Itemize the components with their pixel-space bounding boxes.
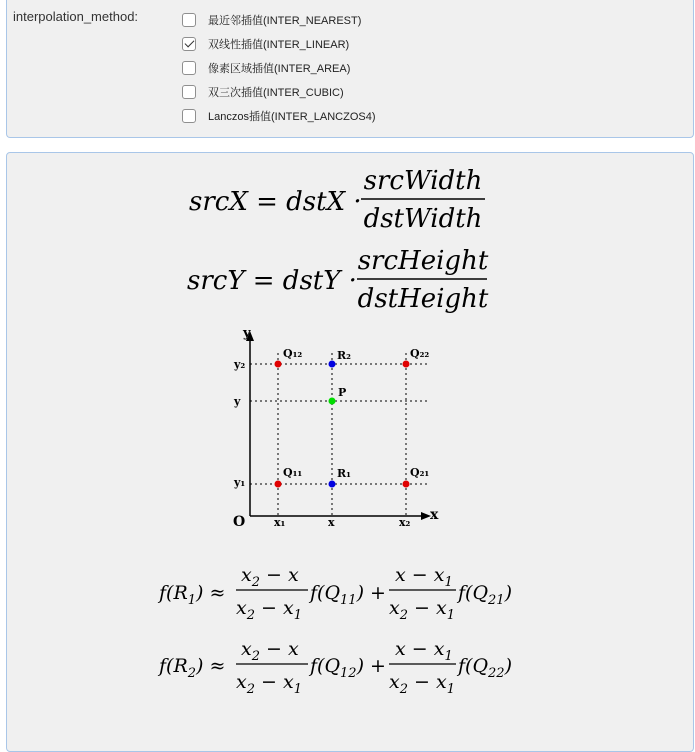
formula-panel bbox=[6, 152, 694, 752]
option-label: 双线性插值(INTER_LINEAR) bbox=[208, 39, 350, 51]
svg-text:f(R2) ≈: $f(R_2)$ ≈ bbox=[159, 655, 226, 681]
tick-x: x bbox=[328, 516, 335, 529]
option-label: 双三次插值(INTER_CUBIC) bbox=[208, 87, 344, 99]
option-inter-area[interactable] bbox=[182, 59, 350, 77]
checkbox-inter-linear[interactable] bbox=[182, 37, 196, 51]
svg-text:f(Q11) +: $f(Q_{11})$ + bbox=[310, 582, 386, 608]
tick-y1: y₁ bbox=[234, 476, 246, 489]
formula-f-r2 bbox=[157, 638, 512, 697]
point-q21 bbox=[403, 481, 410, 488]
option-label: 最近邻插值(INTER_NEAREST) bbox=[208, 15, 362, 27]
svg-text:f(Q21): $f(Q_{21})$ bbox=[458, 582, 512, 608]
option-inter-cubic[interactable] bbox=[182, 83, 344, 101]
bilinear-diagram bbox=[233, 326, 439, 530]
svg-text:x2 − x1: $x_2 - x_1$ bbox=[389, 671, 455, 697]
label-r1: R₁ bbox=[337, 467, 351, 480]
x-axis-label: x bbox=[430, 507, 439, 523]
svg-text:x2 − x1: $x_2 - x_1$ bbox=[389, 597, 455, 623]
formula-srcy-denominator: dstHeight bbox=[357, 284, 489, 314]
point-q12 bbox=[275, 361, 282, 368]
point-p bbox=[329, 398, 336, 405]
formula-srcx-denominator: dstWidth bbox=[363, 204, 483, 234]
formula-srcy bbox=[187, 246, 489, 314]
formula-srcy-numerator: srcHeight bbox=[357, 246, 489, 276]
svg-text:x − x1: $x - x_1$ bbox=[395, 638, 453, 664]
formula-srcx bbox=[189, 166, 485, 234]
checkbox-inter-nearest[interactable] bbox=[182, 13, 196, 27]
svg-text:x2 − x: $x_2 - x$ bbox=[241, 638, 299, 664]
svg-text:x2 − x1: $x_2 - x_1$ bbox=[236, 597, 302, 623]
label-q22: Q₂₂ bbox=[410, 347, 430, 360]
option-label: 像素区域插值(INTER_AREA) bbox=[208, 63, 351, 75]
tick-y2: y₂ bbox=[234, 358, 246, 371]
interpolation-method-panel bbox=[6, 0, 694, 138]
label-q12: Q₁₂ bbox=[283, 347, 303, 360]
label-p: P bbox=[338, 386, 347, 399]
origin-label: O bbox=[233, 514, 246, 530]
point-r1 bbox=[329, 481, 336, 488]
svg-text:f(Q22): $f(Q_{22})$ bbox=[458, 655, 512, 681]
checkbox-inter-lanczos4[interactable] bbox=[182, 109, 196, 123]
interpolation-method-label: interpolation_method: bbox=[13, 9, 139, 24]
svg-text:x − x1: $x - x_1$ bbox=[395, 564, 453, 590]
label-r2: R₂ bbox=[337, 349, 351, 362]
formula-srcy-lhs: srcY = dstY · bbox=[187, 266, 357, 296]
option-inter-lanczos4[interactable] bbox=[182, 107, 376, 125]
svg-text:x2 − x: $x_2 - x$ bbox=[241, 564, 299, 590]
tick-x1: x₁ bbox=[274, 516, 286, 529]
formula-srcx-numerator: srcWidth bbox=[363, 166, 483, 196]
option-inter-linear[interactable] bbox=[182, 35, 349, 53]
option-inter-nearest[interactable] bbox=[182, 11, 361, 29]
point-r2 bbox=[329, 361, 336, 368]
checkbox-inter-area[interactable] bbox=[182, 61, 196, 75]
point-q22 bbox=[403, 361, 410, 368]
tick-y: y bbox=[234, 395, 241, 408]
tick-x2: x₂ bbox=[399, 516, 411, 529]
label-q11: Q₁₁ bbox=[283, 466, 303, 479]
option-label: Lanczos插值(INTER_LANCZOS4) bbox=[208, 111, 376, 123]
formula-srcx-lhs: srcX = dstX · bbox=[189, 187, 362, 217]
svg-text:x2 − x1: $x_2 - x_1$ bbox=[236, 671, 302, 697]
label-q21: Q₂₁ bbox=[410, 466, 430, 479]
svg-text:f(Q12) +: $f(Q_{12})$ + bbox=[310, 655, 386, 681]
formula-f-r1 bbox=[157, 564, 512, 623]
checkbox-inter-cubic[interactable] bbox=[182, 85, 196, 99]
svg-text:f(R1) ≈: $f(R_1)$ ≈ bbox=[159, 582, 226, 608]
point-q11 bbox=[275, 481, 282, 488]
y-axis-label: y bbox=[243, 326, 251, 341]
